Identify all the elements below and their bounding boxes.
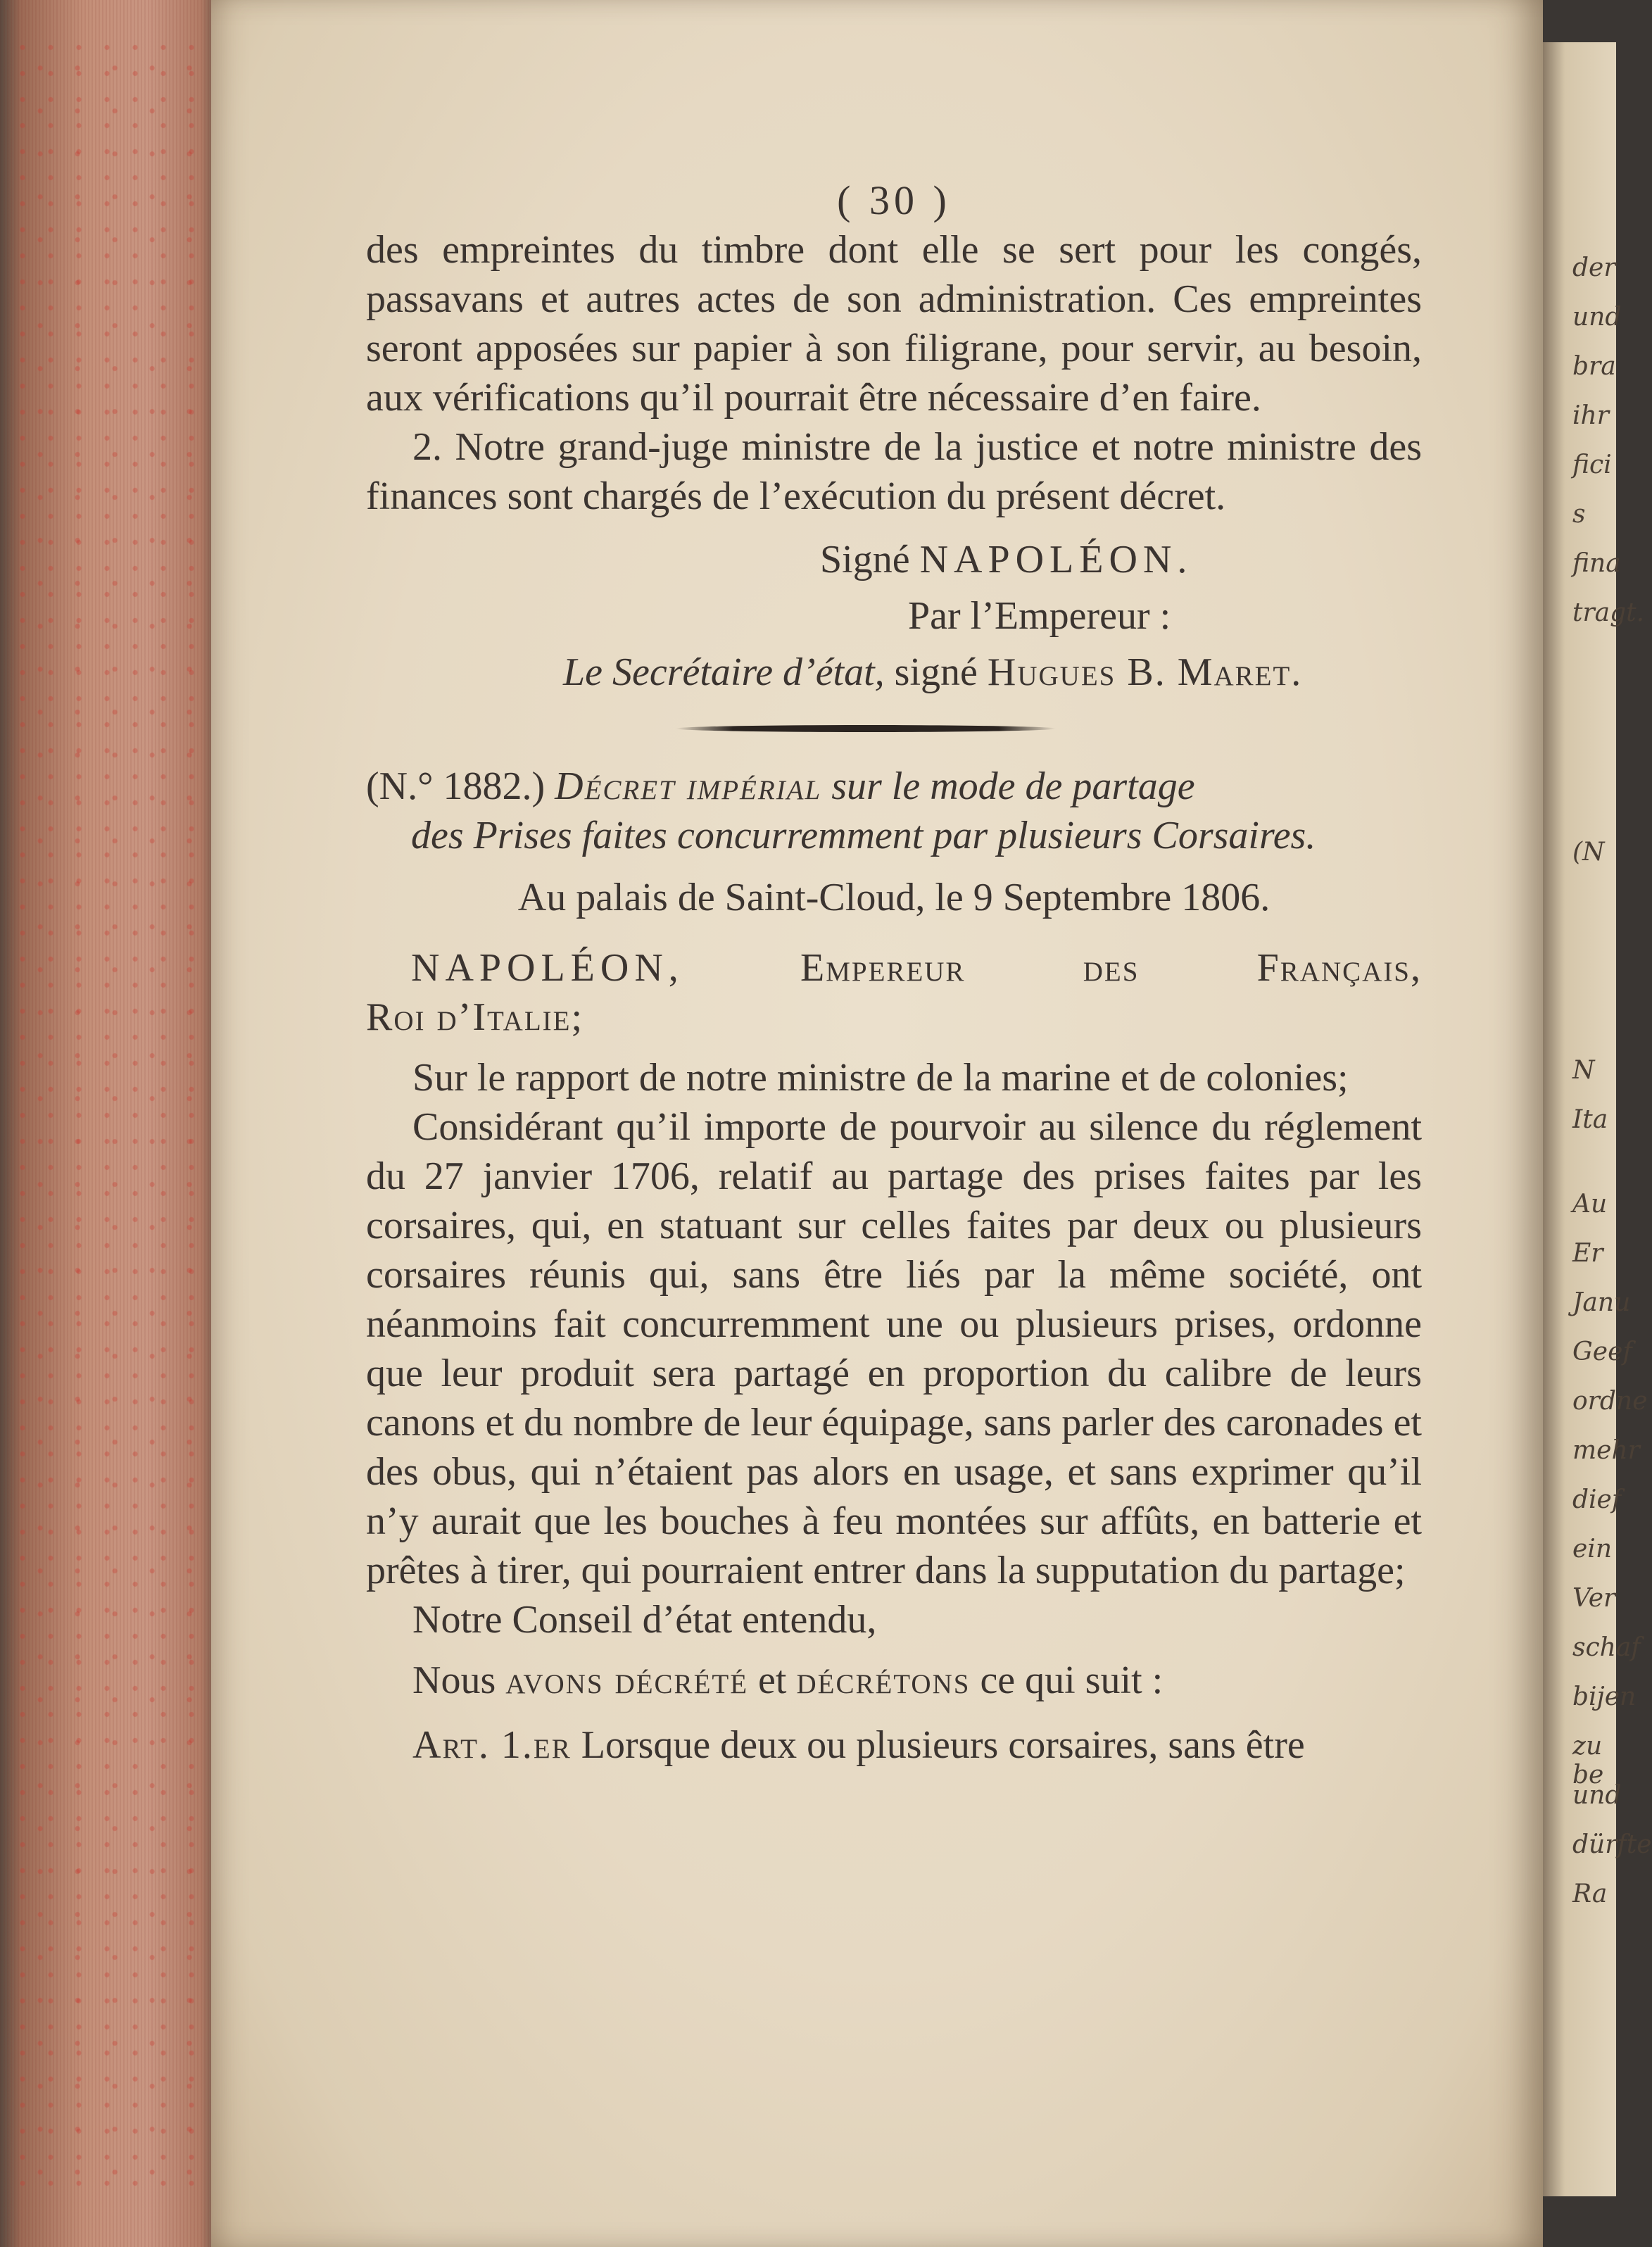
signature-name: NAPOLÉON. [919, 538, 1193, 581]
right-fragment: und [1572, 303, 1622, 332]
right-fragment: ihr [1572, 401, 1609, 430]
next-page-edge [1543, 42, 1652, 2196]
right-fragment: Er [1572, 1239, 1603, 1268]
right-fragment: Geef [1572, 1338, 1632, 1366]
decree-place-date: Au palais de Saint-Cloud, le 9 Septembre 1806. [517, 876, 1270, 919]
emperor-title: Empereur des Français, [800, 946, 1422, 990]
par-empereur: Par l’Empereur : [908, 594, 1171, 638]
right-fragment: ordne [1572, 1387, 1648, 1416]
page-text [366, 176, 1422, 1770]
article-label: Art. 1.er [412, 1723, 572, 1767]
ce-qui-suit: ce qui suit : [980, 1658, 1164, 1702]
right-fragment: N [1572, 1056, 1595, 1085]
paragraph-decretons [366, 1656, 1422, 1705]
signe2-label: signé [894, 650, 978, 694]
divider-rule [676, 725, 1056, 732]
decree-heading [366, 762, 1422, 860]
emperor-title-2: Roi d’Italie; [366, 995, 584, 1039]
signature-line [820, 535, 1422, 584]
emperor-title-block [366, 943, 1422, 1042]
signe-label: Signé [820, 538, 910, 581]
decree-title-caps: Décret impérial [555, 764, 822, 808]
article-text: Lorsque deux ou plusieurs corsaires, sans être [581, 1723, 1305, 1767]
right-fragment: fina [1572, 549, 1621, 578]
right-fragment: und [1572, 1781, 1622, 1810]
secretary-name: Hugues B. Maret. [987, 650, 1303, 694]
avons-decrete: avons décrété [505, 1658, 749, 1702]
emperor-name: NAPOLÉON, [411, 946, 684, 990]
decree-number: (N.° 1882.) [366, 764, 546, 808]
right-fragment: der [1572, 253, 1616, 282]
right-fragment: s [1572, 500, 1586, 529]
right-fragment: mehr [1572, 1436, 1640, 1465]
right-fragment: bra [1572, 352, 1616, 381]
paragraph-considerant: Considérant qu’il importe de pourvoir au silence du réglement du 27 janvier 1706, relatif au partage des prises faites par les corsaires, qui, en statuant sur celles faites par deux ou plusieurs corsaires réunis qui, sans être liés par la même société, ont néanmoins fait concurremment une ou plusieurs prises, ordonne que leur produit sera partagé en proportion du calibre de leurs canons et du nombre de leur équipage, sans parler des caronades et des obus, qui n’étaient pas alors en usage, et sans exprimer qu’il n’y aurait que les bouches à feu montées sur affûts, en batterie et prêtes à tirer, qui pourraient entrer dans la supputation du partage; [366, 1105, 1422, 1592]
decree-title-line2: des Prises faites concurremment par plusieurs Corsaires. [411, 814, 1316, 857]
right-fragment: tragt. [1572, 598, 1645, 627]
right-fragment: Ra [1572, 1880, 1608, 1908]
paragraph-continuation: des empreintes du timbre dont elle se sert pour les congés, passavans et autres actes de son administration. Ces empreintes seront apposées sur papier à son filigrane, pour servir, au besoin, aux vérifications qu’il pourrait être nécessaire d’en faire. [366, 228, 1422, 420]
paragraph-rapport: Sur le rapport de notre ministre de la marine et de colonies; [412, 1056, 1349, 1100]
right-fragment: bijen [1572, 1682, 1637, 1711]
speckle-texture [14, 42, 204, 2205]
secretary-line [563, 648, 1422, 697]
right-fragment: Ver [1572, 1584, 1616, 1613]
right-fragment: zu be [1572, 1732, 1604, 1789]
right-fragment: fici [1572, 451, 1612, 479]
nous: Nous [412, 1658, 496, 1702]
right-fragment: schaf [1572, 1633, 1641, 1662]
emperor-title-line [366, 943, 1422, 993]
page-number: ( 30 ) [837, 177, 951, 223]
right-fragment: Janu [1572, 1288, 1631, 1317]
right-fragment: ein [1572, 1535, 1613, 1563]
paragraph-article-2: 2. Notre grand-juge ministre de la justice et notre ministre des finances sont chargés de l’exécution du présent décret. [366, 425, 1422, 518]
right-fragment: Au [1572, 1190, 1608, 1219]
book-edge [0, 0, 211, 2247]
decretons: décrétons [796, 1658, 971, 1702]
right-fragment: Ita [1572, 1105, 1608, 1134]
secretary-title: Le Secrétaire d’état, [563, 650, 885, 694]
article-1 [366, 1720, 1422, 1770]
decree-title-rest: sur le mode de partage [831, 764, 1195, 808]
paragraph-conseil: Notre Conseil d’état entendu, [412, 1598, 877, 1642]
right-fragment: dürfte [1572, 1830, 1652, 1859]
right-fragment: (N [1572, 838, 1605, 867]
et: et [758, 1658, 787, 1702]
right-fragment: dief [1572, 1485, 1622, 1514]
